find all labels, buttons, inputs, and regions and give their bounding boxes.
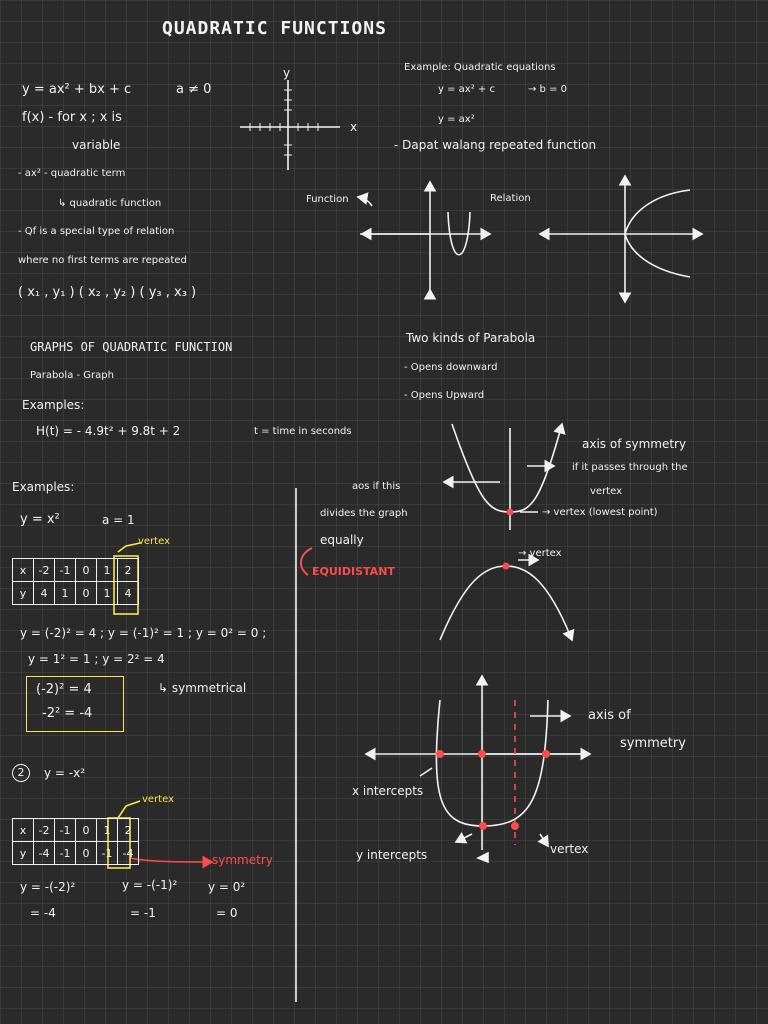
example1-a-value: a = 1 [102, 513, 135, 527]
example2-equation: y = -x² [44, 766, 86, 780]
definition-variable: variable [72, 138, 121, 152]
parabola-graph-line: Parabola - Graph [30, 370, 114, 381]
small-axes [240, 80, 340, 170]
calc4-line-a: y = -(-1)² [122, 878, 178, 892]
table1-cell: x [13, 559, 34, 582]
table2-cell: -4 [118, 842, 139, 865]
table1-cell: 0 [76, 582, 97, 605]
definition-fx: f(x) - for x ; x is [22, 110, 122, 125]
aos-if-this: aos if this [352, 481, 401, 492]
x-intercepts-label: x intercepts [352, 784, 424, 798]
opens-upward: - Opens Upward [404, 390, 485, 401]
quadratic-function-line: ↳ quadratic function [58, 198, 162, 209]
table1-cell: 0 [76, 559, 97, 582]
aos-line-3: vertex [590, 486, 622, 497]
vertex-label-1: vertex [138, 536, 170, 547]
time-note: t = time in seconds [254, 426, 352, 437]
table1-cell: 4 [34, 582, 55, 605]
table1-cell: -1 [55, 559, 76, 582]
function-graph [358, 182, 490, 292]
calc5-line-b: = 0 [216, 906, 238, 920]
examples-label-2: Examples: [12, 480, 75, 494]
qf-definition-line1: - Qf is a special type of relation [18, 226, 175, 237]
table2-cell: 2 [118, 819, 139, 842]
symmetrical-note: ↳ symmetrical [158, 681, 247, 695]
relation-graph [540, 176, 702, 302]
y-intercepts-label: y intercepts [356, 848, 428, 862]
qf-definition-line2: where no first terms are repeated [18, 255, 187, 266]
table1-cell: 4 [118, 582, 139, 605]
example-heading: Example: Quadratic equations [404, 62, 556, 73]
function-label: Function [306, 194, 349, 205]
table1-cell: y [13, 582, 34, 605]
table1-cell: 2 [118, 559, 139, 582]
table2-cell: y [13, 842, 34, 865]
qf-pairs: ( x₁ , y₁ ) ( x₂ , y₂ ) ( y₃ , x₃ ) [18, 285, 197, 300]
table2-cell: x [13, 819, 34, 842]
value-table-1 [12, 558, 139, 605]
definition-condition: a ≠ 0 [176, 82, 212, 97]
vertex-label-2: vertex [142, 794, 174, 805]
opens-downward: - Opens downward [404, 362, 498, 373]
height-equation: H(t) = - 4.9t² + 9.8t + 2 [36, 424, 181, 438]
table1-cell: 1 [55, 582, 76, 605]
comparison-line-1: (-2)² = 4 [36, 682, 92, 697]
aos-heading: axis of symmetry [582, 437, 687, 451]
axis-y-label: y [283, 66, 291, 80]
symmetry-label: symmetry [212, 853, 273, 867]
table1-cell: 1 [97, 559, 118, 582]
symmetry-word: symmetry [620, 736, 686, 751]
relation-label: Relation [490, 193, 531, 204]
table2-cell: 1 [97, 819, 118, 842]
table2-cell: -4 [34, 842, 55, 865]
calc5-line-a: y = 0² [208, 880, 246, 894]
b-equals-zero: → b = 0 [528, 84, 568, 95]
equation-with-c: y = ax² + c [438, 84, 495, 95]
calc-line-2: y = 1² = 1 ; y = 2² = 4 [28, 652, 165, 666]
examples-label-1: Examples: [22, 398, 85, 412]
equidistant-label: EQUIDISTANT [312, 565, 395, 578]
axis-x-label: x [350, 120, 358, 134]
comparison-line-2: -2² = -4 [42, 706, 93, 721]
example1-equation: y = x² [20, 512, 60, 527]
page-title: QUADRATIC FUNCTIONS [162, 18, 387, 39]
divides-graph: divides the graph [320, 508, 408, 519]
graphs-heading: GRAPHS OF QUADRATIC FUNCTION [30, 340, 233, 354]
value-table-2 [12, 818, 139, 865]
aos-line-2: if it passes through the [572, 462, 688, 473]
vertex-bottom-label: vertex [550, 842, 589, 856]
two-kinds-heading: Two kinds of Parabola [406, 331, 536, 345]
definition-equation: y = ax² + bx + c [22, 82, 132, 97]
calc3-line-b: = -4 [30, 906, 56, 920]
vertex-top-label: → vertex [518, 548, 562, 559]
table1-cell: 1 [97, 582, 118, 605]
big-parabola-graph [366, 676, 590, 862]
calc4-line-b: = -1 [130, 906, 156, 920]
table2-cell: -1 [97, 842, 118, 865]
calc3-line-a: y = -(-2)² [20, 880, 76, 894]
table2-cell: -1 [55, 842, 76, 865]
table2-cell: -1 [55, 819, 76, 842]
table1-cell: -2 [34, 559, 55, 582]
dapat-note: - Dapat walang repeated function [394, 138, 597, 152]
quadratic-term-line: - ax² - quadratic term [18, 168, 126, 179]
table2-cell: 0 [76, 819, 97, 842]
equally-label: equally [320, 533, 364, 547]
vertex-lowest-label: → vertex (lowest point) [542, 507, 658, 518]
table2-cell: 0 [76, 842, 97, 865]
example2-number: 2 [12, 764, 30, 782]
axis-of-label: axis of [588, 708, 631, 723]
downward-parabola [440, 560, 572, 640]
equation-simple: y = ax² [438, 114, 475, 125]
calc-line-1: y = (-2)² = 4 ; y = (-1)² = 1 ; y = 0² = 0 ; [20, 626, 267, 640]
table2-cell: -2 [34, 819, 55, 842]
